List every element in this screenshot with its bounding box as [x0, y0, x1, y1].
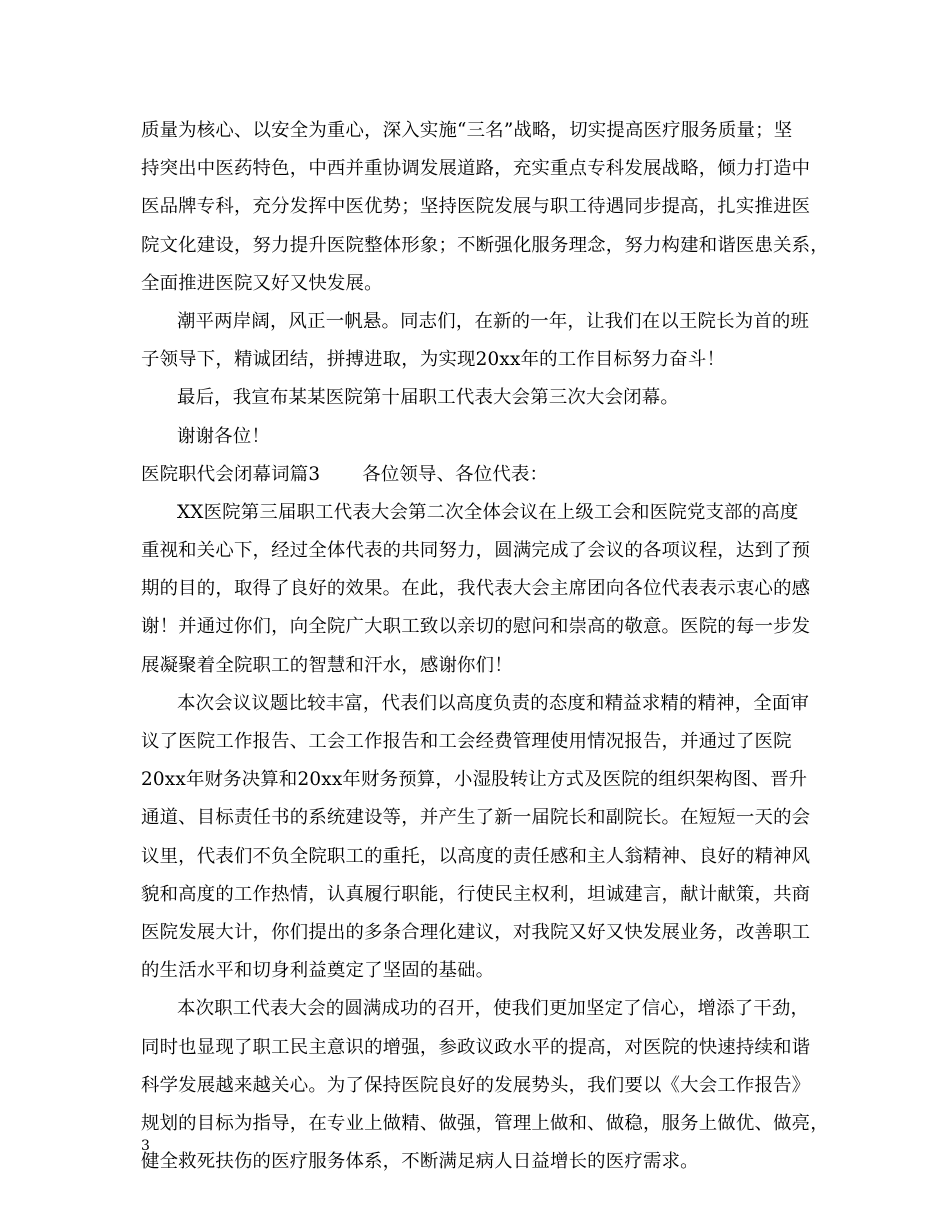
section-heading-line: [141, 456, 831, 494]
section-title: 医院职代会闭幕词篇3: [141, 463, 321, 485]
text-line: 貌和高度的工作热情，认真履行职能，行使民主权利，坦诚建言，献计献策，共商: [141, 883, 811, 905]
paragraph-start-line: 谢谢各位！: [177, 425, 270, 447]
text-line: 重视和关心下，经过全体代表的共同努力，圆满完成了会议的各项议程，达到了预: [141, 540, 811, 562]
text-line: 议里，代表们不负全院职工的重托，以高度的责任感和主人翁精神、良好的精神风: [141, 845, 811, 867]
paragraph-start-line: XX医院第三届职工代表大会第二次全体会议在上级工会和医院党支部的高度: [177, 501, 799, 523]
body-text: [141, 112, 831, 1181]
text-line: 持突出中医药特色，中西并重协调发展道路，充实重点专科发展战略，倾力打造中: [141, 158, 811, 180]
text-line: 期的目的，取得了良好的效果。在此，我代表大会主席团向各位代表表示衷心的感: [141, 578, 811, 600]
paragraph-start-line: 最后，我宣布某某医院第十届职工代表大会第三次大会闭幕。: [177, 387, 679, 409]
text-line: 规划的目标为指导，在专业上做精、做强，管理上做和、做稳，服务上做优、做亮，: [141, 1112, 829, 1134]
text-line: 的生活水平和切身利益奠定了坚固的基础。: [141, 960, 495, 982]
text-line: 谢！并通过你们，向全院广大职工致以亲切的慰问和崇高的敬意。医院的每一步发: [141, 616, 811, 638]
text-line: 科学发展越来越关心。为了保持医院良好的发展势头，我们要以《大会工作报告》: [141, 1074, 811, 1096]
text-line: 医品牌专科，充分发挥中医优势；坚持医院发展与职工待遇同步提高，扎实推进医: [141, 196, 811, 218]
text-line: 议了医院工作报告、工会工作报告和工会经费管理使用情况报告，并通过了医院: [141, 731, 792, 752]
text-line: 展凝聚着全院职工的智慧和汗水，感谢你们！: [141, 654, 513, 676]
paragraph-start-line: 本次职工代表大会的圆满成功的召开，使我们更加坚定了信心，增添了干劲，: [177, 998, 810, 1020]
text-line: 院文化建设，努力提升医院整体形象；不断强化服务理念，努力构建和谐医患关系，: [141, 234, 829, 256]
text-line: 20xx年财务决算和20xx年财务预算，小湿股转让方式及医院的组织架构图、晋升: [141, 769, 808, 791]
text-line: 健全救死扶伤的医疗服务体系，不断满足病人日益增长的医疗需求。: [141, 1151, 699, 1173]
text-line: 质量为核心、以安全为重心，深入实施“三名”战略，切实提高医疗服务质量；坚: [141, 120, 793, 141]
salutation: 各位领导、各位代表：: [362, 463, 549, 485]
text-line: 同时也显现了职工民主意识的增强，参政议政水平的提高，对医院的快速持续和谐: [141, 1036, 811, 1058]
page-number: 3: [141, 1138, 150, 1154]
text-line: 通道、目标责任书的系统建设等，并产生了新一届院长和副院长。在短短一天的会: [141, 807, 811, 829]
paragraph-start-line: 本次会议议题比较丰富，代表们以高度负责的态度和精益求精的精神，全面审: [177, 692, 810, 714]
text-line: 子领导下，精诚团结，拼搏进取，为实现20xx年的工作目标努力奋斗！: [141, 349, 726, 371]
paragraph-start-line: 潮平两岸阔，风正一帆悬。同志们，在新的一年，让我们在以王院长为首的班: [177, 310, 810, 332]
text-line: 医院发展大计，你们提出的多条合理化建议，对我院又好又快发展业务，改善职工: [141, 921, 811, 943]
text-line: 全面推进医院又好又快发展。: [141, 272, 383, 294]
